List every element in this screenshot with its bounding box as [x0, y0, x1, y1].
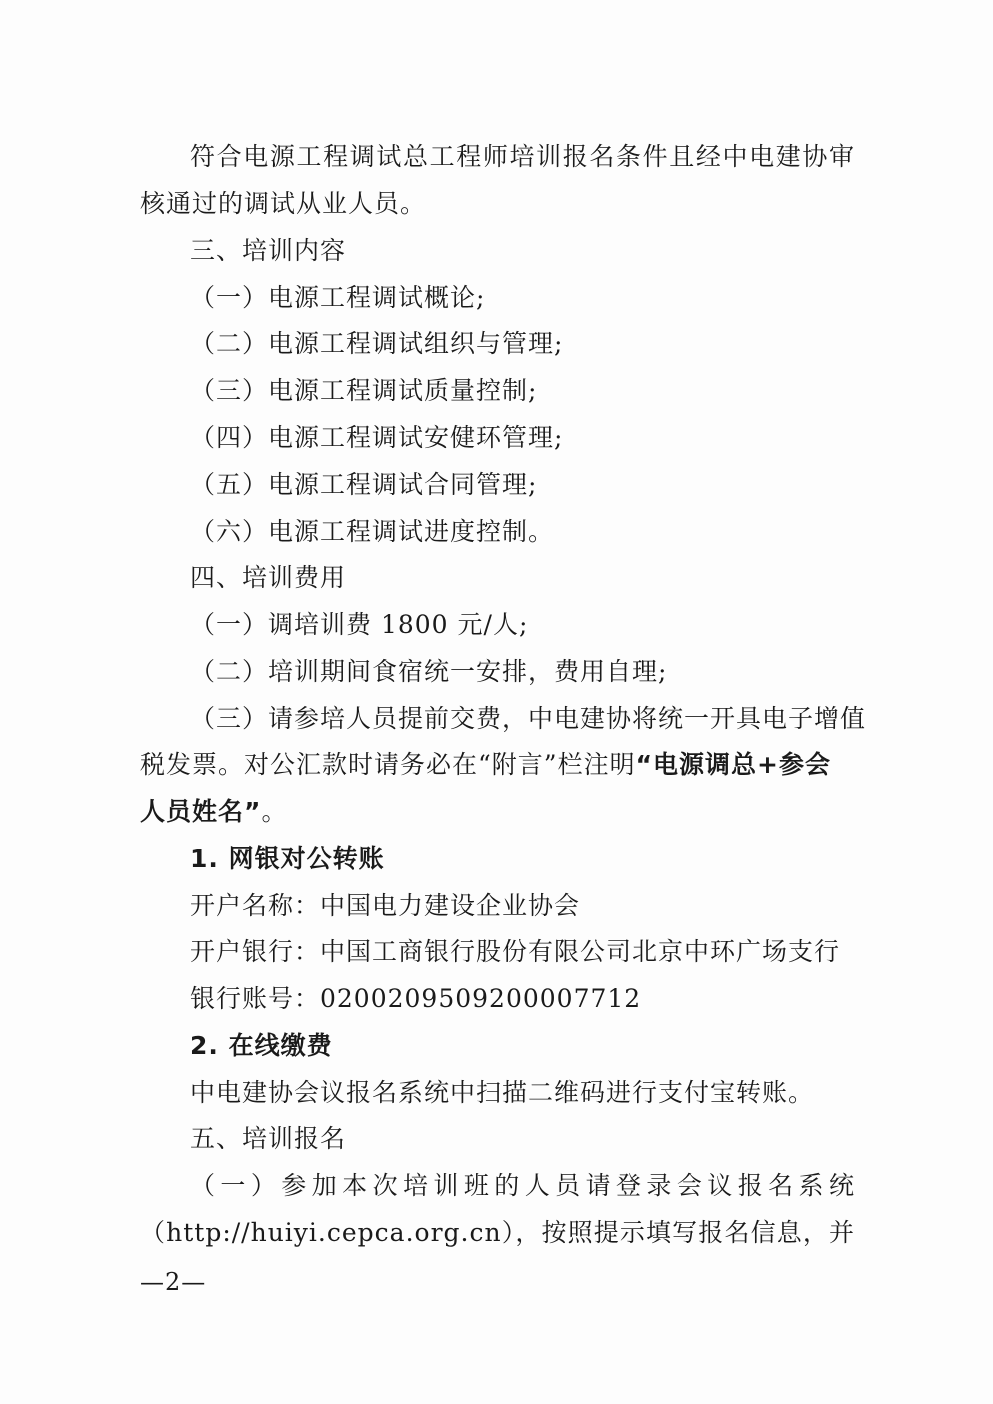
fee-note-text: 税发票。对公汇款时请务必在“附言”栏注明 [140, 750, 636, 779]
content-item-6: （六）电源工程调试进度控制。 [190, 517, 555, 546]
content-item-3: （三）电源工程调试质量控制; [190, 376, 538, 405]
fee-note-period: 。 [261, 797, 288, 826]
section-heading-content: 三、培训内容 [190, 236, 347, 265]
registration-line-2: （http://huiyi.cepca.org.cn），按照提示填写报名信息，并 [140, 1218, 855, 1247]
subheading-bank-transfer: 1. 网银对公转账 [190, 844, 385, 873]
content-item-5: （五）电源工程调试合同管理; [190, 470, 538, 499]
account-bank: 开户银行：中国工商银行股份有限公司北京中环广场支行 [190, 937, 841, 966]
fee-item-3-line-3 [140, 792, 855, 832]
section-heading-registration: 五、培训报名 [190, 1124, 347, 1153]
registration-line-1: （一）参加本次培训班的人员请登录会议报名系统 [190, 1171, 855, 1200]
content-item-2: （二）电源工程调试组织与管理; [190, 329, 564, 358]
page-number: —2— [140, 1268, 207, 1296]
fee-item-3-line-2 [140, 745, 855, 785]
paragraph-eligibility-line-2: 核通过的调试从业人员。 [140, 189, 427, 218]
account-number: 银行账号：0200209509200007712 [190, 984, 642, 1013]
content-item-4: （四）电源工程调试安健环管理; [190, 423, 564, 452]
fee-item-2: （二）培训期间食宿统一安排，费用自理; [190, 657, 668, 686]
fee-item-3-line-1: （三）请参培人员提前交费，中电建协将统一开具电子增值 [190, 704, 867, 733]
fee-note-emphasis-1: “电源调总+参会 [635, 750, 831, 779]
online-payment-text: 中电建协会议报名系统中扫描二维码进行支付宝转账。 [190, 1078, 815, 1107]
content-item-1: （一）电源工程调试概论; [190, 283, 486, 312]
subheading-online-payment: 2. 在线缴费 [190, 1031, 333, 1060]
fee-note-emphasis-2: 人员姓名” [140, 797, 262, 826]
account-name: 开户名称：中国电力建设企业协会 [190, 891, 581, 920]
fee-item-1: （一）调培训费 1800 元/人; [190, 610, 529, 639]
paragraph-eligibility-line-1: 符合电源工程调试总工程师培训报名条件且经中电建协审 [190, 142, 855, 171]
section-heading-fees: 四、培训费用 [190, 563, 347, 592]
